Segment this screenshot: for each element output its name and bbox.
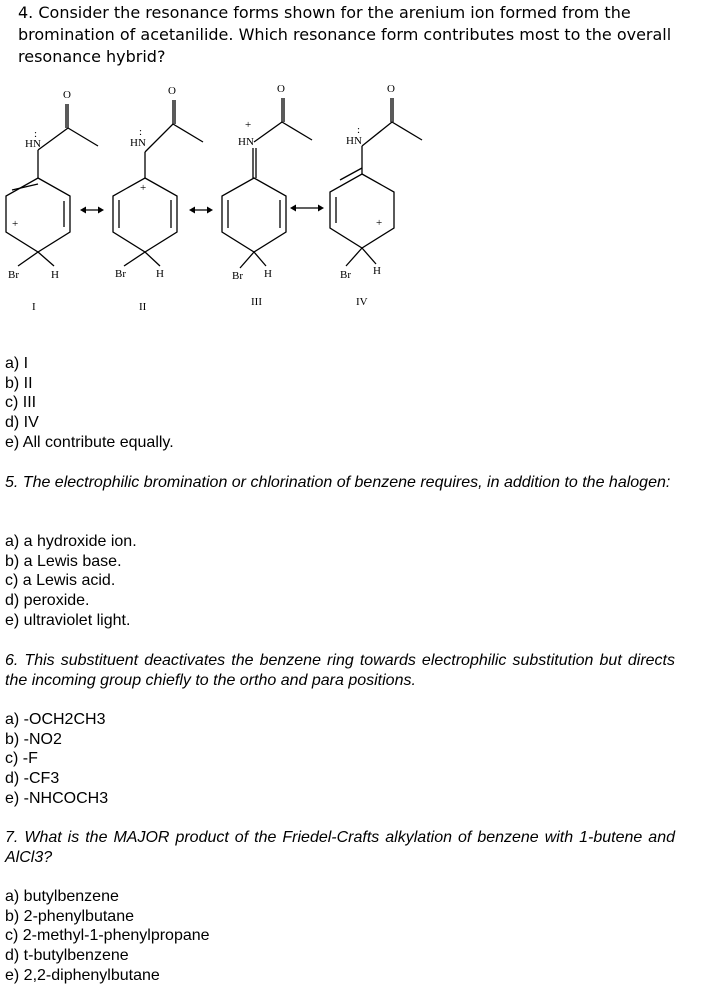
numeral-III: III — [251, 296, 262, 308]
plus-charge-IV: + — [376, 217, 383, 229]
q7-option-a[interactable]: a) butylbenzene — [5, 888, 119, 905]
q6-option-b[interactable]: b) -NO2 — [5, 730, 62, 748]
q4-option-e[interactable]: e) All contribute equally. — [5, 433, 174, 451]
hn-label-II: HN — [130, 137, 146, 149]
br-label-IV: Br — [340, 269, 351, 281]
o-label-IV: O — [387, 83, 395, 95]
question-5-text: 5. The electrophilic bromination or chlorination of benzene requires, in addition to the halogen: — [5, 474, 671, 491]
lone-pair-IV: : — [357, 124, 361, 136]
q6-option-d[interactable]: d) -CF3 — [5, 770, 60, 788]
o-label-III: O — [277, 83, 285, 95]
q4-option-d[interactable]: d) IV — [5, 414, 39, 432]
q5-option-b[interactable]: b) a Lewis base. — [5, 552, 122, 570]
q7-option-b[interactable]: b) 2-phenylbutane — [5, 907, 134, 925]
structure-IV — [330, 98, 422, 266]
h-label-IV: H — [373, 265, 381, 277]
plus-charge-II: + — [140, 182, 147, 194]
hn-label-III: HN — [238, 136, 254, 148]
q5-option-a[interactable]: a) a hydroxide ion. — [5, 533, 137, 550]
question-5-options — [5, 532, 137, 631]
br-label-III: Br — [232, 270, 243, 282]
question-7-text: 7. What is the MAJOR product of the Friedel-Crafts alkylation of benzene with 1-butene and AlCl3? — [5, 829, 675, 866]
q7-option-e[interactable]: e) 2,2-diphenylbutane — [5, 966, 160, 984]
numeral-I: I — [32, 301, 36, 313]
structure-I — [6, 104, 98, 266]
q5-option-d[interactable]: d) peroxide. — [5, 592, 90, 610]
hn-label-I: HN — [25, 138, 41, 150]
structure-III — [222, 98, 312, 268]
question-6-options — [5, 710, 108, 809]
q5-option-e[interactable]: e) ultraviolet light. — [5, 611, 131, 629]
o-label-II: O — [168, 85, 176, 97]
question-7-options — [5, 887, 210, 986]
q6-option-a[interactable]: a) -OCH2CH3 — [5, 711, 106, 728]
o-label-I: O — [63, 89, 71, 101]
q6-option-c[interactable]: c) -F — [5, 750, 38, 768]
question-4-options — [5, 354, 174, 453]
h-label-III: H — [264, 268, 272, 280]
hn-label-IV: HN — [346, 135, 362, 147]
br-label-II: Br — [115, 268, 126, 280]
q5-option-c[interactable]: c) a Lewis acid. — [5, 572, 116, 590]
q4-option-b[interactable]: b) II — [5, 374, 33, 392]
numeral-II: II — [139, 301, 147, 313]
lone-pair-I: : — [34, 128, 38, 140]
q6-option-e[interactable]: e) -NHCOCH3 — [5, 789, 109, 807]
q7-option-d[interactable]: d) t-butylbenzene — [5, 947, 129, 965]
resonance-structures-figure — [0, 60, 710, 390]
h-label-II: H — [156, 268, 164, 280]
plus-charge-I: + — [12, 218, 19, 230]
numeral-IV: IV — [356, 296, 368, 308]
h-label-I: H — [51, 269, 59, 281]
question-4-text: 4. Consider the resonance forms shown for the arenium ion formed from the bromination of acetanilide. Which resonance form contributes most to the overall resonance hybrid? — [18, 3, 672, 66]
q4-option-c[interactable]: c) III — [5, 394, 37, 412]
question-6-text: 6. This substituent deactivates the benzene ring towards electrophilic substitution but directs the incoming group chiefly to the ortho and para positions. — [5, 652, 675, 689]
plus-charge-III: + — [245, 119, 252, 131]
q4-option-a[interactable]: a) I — [5, 355, 29, 372]
structure-II — [113, 100, 203, 266]
br-label-I: Br — [8, 269, 19, 281]
q7-option-c[interactable]: c) 2-methyl-1-phenylpropane — [5, 927, 210, 945]
lone-pair-II: : — [139, 126, 143, 138]
